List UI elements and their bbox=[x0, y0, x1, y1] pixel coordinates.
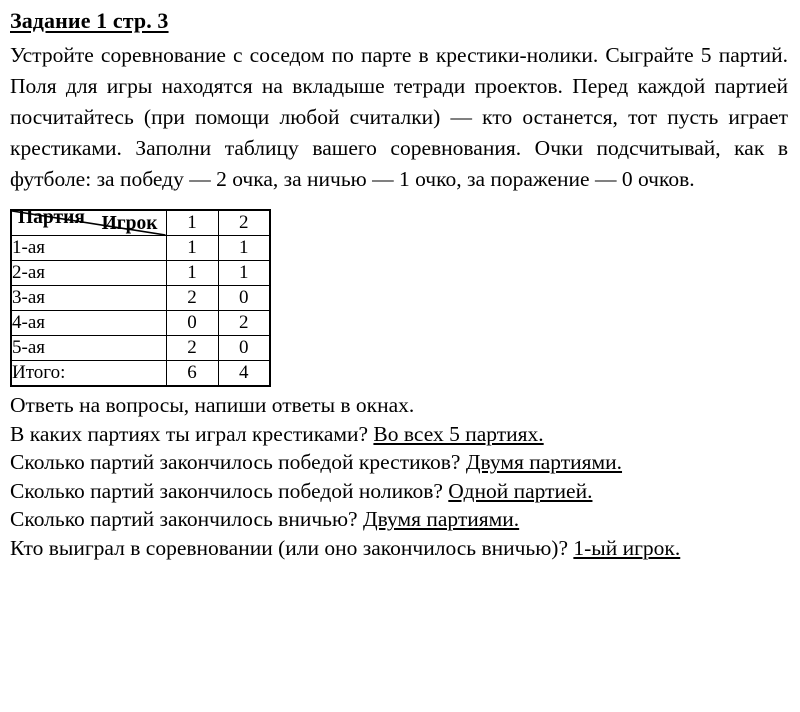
table-cell-value: 6 bbox=[166, 361, 218, 387]
table-row-label: 1-ая bbox=[11, 236, 166, 261]
table-cell-value: 4 bbox=[218, 361, 270, 387]
table-corner-cell bbox=[11, 207, 166, 236]
score-table-body bbox=[11, 207, 270, 386]
answer-text: Двумя партиями. bbox=[362, 507, 520, 531]
questions-instruction: Ответь на вопросы, напиши ответы в окнах. bbox=[10, 393, 415, 417]
answer-text: Двумя партиями. bbox=[465, 450, 623, 474]
table-cell-value: 2 bbox=[166, 336, 218, 361]
table-cell-value: 0 bbox=[166, 311, 218, 336]
table-row bbox=[11, 286, 270, 311]
table-total-row bbox=[11, 361, 270, 387]
page-title-wrapper bbox=[10, 6, 792, 40]
table-cell-value: 0 bbox=[218, 336, 270, 361]
questions-block bbox=[10, 391, 792, 562]
table-column-header-2: 2 bbox=[218, 210, 270, 236]
table-corner-bottom-label: Партия bbox=[18, 207, 85, 228]
question-item-3 bbox=[10, 477, 788, 506]
question-text: Кто выиграл в соревновании (или оно закончилось вничью)? bbox=[10, 535, 568, 560]
intro-paragraph: Устройте соревнование с соседом по парте в крестики-нолики. Сыграйте 5 партий. Поля для игры находятся на вкладыше тетради проектов. Перед каждой партией посчитайтесь (при помощи любой считалки) — кто останется, тот пусть играет крестиками. Заполни таблицу вашего соревнования. Очки подсчитывай, как в футболе: за победу — 2 очка, за ничью — 1 очко, за поражение — 0 очков. bbox=[10, 43, 788, 191]
table-row-label: Итого: bbox=[11, 361, 166, 387]
table-row-label: 2-ая bbox=[11, 261, 166, 286]
table-row bbox=[11, 261, 270, 286]
table-row-label: 4-ая bbox=[11, 311, 166, 336]
question-item-5 bbox=[10, 534, 788, 563]
table-cell-value: 2 bbox=[166, 286, 218, 311]
table-column-header-1: 1 bbox=[166, 210, 218, 236]
answer-text: Одной партией. bbox=[448, 478, 593, 503]
page-title: Задание 1 стр. 3 bbox=[10, 8, 169, 33]
question-text: Сколько партий закончилось победой крестиков? bbox=[10, 450, 461, 474]
table-row bbox=[11, 311, 270, 336]
table-cell-value: 1 bbox=[166, 261, 218, 286]
table-row-label: 3-ая bbox=[11, 286, 166, 311]
table-cell-value: 1 bbox=[218, 261, 270, 286]
score-table bbox=[10, 209, 271, 387]
question-item-2 bbox=[10, 448, 788, 477]
table-corner-top-label: Игрок bbox=[101, 213, 158, 234]
table-cell-value: 1 bbox=[218, 236, 270, 261]
question-item-4 bbox=[10, 505, 788, 534]
question-item-1 bbox=[10, 420, 788, 449]
table-cell-value: 0 bbox=[218, 286, 270, 311]
table-row-label: 5-ая bbox=[11, 336, 166, 361]
table-row bbox=[11, 336, 270, 361]
answer-text: Во всех 5 партиях. bbox=[373, 421, 544, 446]
answer-text: 1-ый игрок. bbox=[573, 535, 681, 560]
question-text: Сколько партий закончилось вничью? bbox=[10, 507, 358, 531]
question-text: В каких партиях ты играл крестиками? bbox=[10, 421, 369, 446]
question-text: Сколько партий закончилось победой ноликов? bbox=[10, 478, 443, 503]
table-row bbox=[11, 236, 270, 261]
table-cell-value: 1 bbox=[166, 236, 218, 261]
table-cell-value: 2 bbox=[218, 311, 270, 336]
table-header-row bbox=[11, 210, 270, 236]
